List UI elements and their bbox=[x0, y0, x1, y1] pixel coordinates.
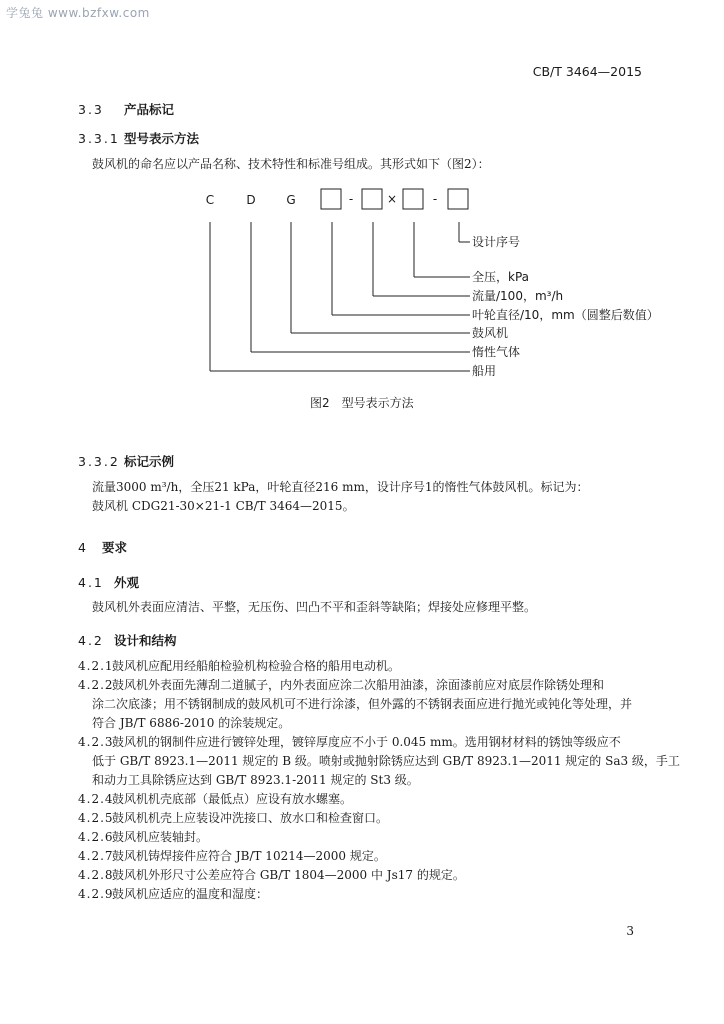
clause-text: 鼓风机机壳上应装设冲洗接口、放水口和检查窗口。 bbox=[112, 811, 389, 825]
label-impeller-diameter: 叶轮直径/10，mm（圆整后数值） bbox=[472, 308, 659, 322]
clause-number: 4.2.3 bbox=[78, 735, 114, 749]
clause-text: 鼓风机应适应的温度和湿度： bbox=[112, 887, 269, 901]
section-number: 3.3.1 bbox=[78, 131, 120, 146]
appearance-paragraph: 鼓风机外表面应清洁、平整，无压伤、凹凸不平和歪斜等缺陷；焊接处应修理平整。 bbox=[92, 600, 537, 614]
label-inert-gas: 惰性气体 bbox=[472, 345, 521, 359]
clause-4-2-2-line-2: 涂二次底漆；用不锈钢制成的鼓风机可不进行涂漆，但外露的不锈钢表面应进行抛光或钝化等处理，并 bbox=[92, 697, 633, 711]
section-title: 外观 bbox=[114, 575, 140, 590]
separator-dash: - bbox=[348, 192, 354, 206]
clause-number: 4.2.7 bbox=[78, 849, 114, 863]
section-4-heading bbox=[78, 538, 127, 556]
section-number: 4 bbox=[78, 540, 88, 555]
clause-4-2-8 bbox=[78, 868, 465, 882]
clause-text: 鼓风机的钢制件应进行镀锌处理，镀锌厚度应不小于 0.045 mm。选用钢材材料的锈蚀等级应不 bbox=[112, 735, 621, 749]
watermark: 学兔兔 www.bzfxw.com bbox=[6, 6, 150, 20]
clause-text: 鼓风机铸焊接件应符合 JB/T 10214—2000 规定。 bbox=[112, 849, 386, 863]
clause-4-2-3-line-3: 和动力工具除锈应达到 GB/T 8923.1-2011 规定的 St3 级。 bbox=[92, 773, 419, 787]
clause-4-2-2 bbox=[78, 678, 604, 692]
clause-4-2-4 bbox=[78, 792, 352, 806]
figure-caption: 图2 型号表示方法 bbox=[310, 396, 414, 410]
clause-text: 鼓风机机壳底部（最低点）应设有放水螺塞。 bbox=[112, 792, 353, 806]
clause-number: 4.2.4 bbox=[78, 792, 114, 806]
section-title: 型号表示方法 bbox=[124, 131, 200, 146]
page-number: 3 bbox=[626, 924, 634, 938]
letter-c: C bbox=[205, 193, 215, 207]
section-3-3-2-heading bbox=[78, 452, 174, 470]
section-title: 要求 bbox=[102, 540, 128, 555]
clause-4-2-2-line-3: 符合 JB/T 6886-2010 的涂装规定。 bbox=[92, 716, 291, 730]
letter-d: D bbox=[246, 193, 256, 207]
section-number: 4.1 bbox=[78, 575, 104, 590]
clause-text: 鼓风机外表面先薄刮二道腻子，内外表面应涂二次船用油漆，涂面漆前应对底层作除锈处理和 bbox=[112, 678, 605, 692]
label-design-sequence: 设计序号 bbox=[472, 235, 521, 249]
section-4-1-heading bbox=[78, 573, 139, 591]
example-line-1: 流量3000 m³/h，全压21 kPa，叶轮直径216 mm，设计序号1的惰性气体鼓风机。标记为： bbox=[92, 480, 589, 494]
section-number: 4.2 bbox=[78, 633, 104, 648]
clause-number: 4.2.1 bbox=[78, 659, 114, 673]
standard-number: CB/T 3464—2015 bbox=[532, 64, 642, 79]
model-designation-diagram bbox=[0, 0, 724, 400]
box-impeller-diameter bbox=[321, 189, 341, 209]
clause-4-2-6 bbox=[78, 830, 208, 844]
clause-number: 4.2.9 bbox=[78, 887, 114, 901]
clause-number: 4.2.2 bbox=[78, 678, 114, 692]
letter-g: G bbox=[286, 193, 296, 207]
intro-paragraph: 鼓风机的命名应以产品名称、技术特性和标准号组成。其形式如下（图2）： bbox=[92, 157, 490, 171]
section-title: 设计和结构 bbox=[114, 633, 177, 648]
box-design-sequence bbox=[448, 189, 468, 209]
clause-number: 4.2.6 bbox=[78, 830, 114, 844]
label-flow: 流量/100，m³/h bbox=[472, 289, 564, 303]
box-flow bbox=[362, 189, 382, 209]
example-line-2: 鼓风机 CDG21-30×21-1 CB/T 3464—2015。 bbox=[92, 499, 355, 513]
label-blower: 鼓风机 bbox=[472, 326, 509, 340]
section-4-2-heading bbox=[78, 631, 177, 649]
section-title: 产品标记 bbox=[124, 102, 175, 117]
clause-text: 鼓风机应装轴封。 bbox=[112, 830, 209, 844]
label-marine: 船用 bbox=[472, 364, 497, 378]
clause-number: 4.2.8 bbox=[78, 868, 114, 882]
clause-number: 4.2.5 bbox=[78, 811, 114, 825]
box-pressure bbox=[403, 189, 423, 209]
section-number: 3.3 bbox=[78, 102, 104, 117]
section-number: 3.3.2 bbox=[78, 454, 120, 469]
clause-4-2-9 bbox=[78, 887, 268, 901]
separator-dash: - bbox=[432, 192, 438, 206]
clause-4-2-5 bbox=[78, 811, 388, 825]
label-total-pressure: 全压，kPa bbox=[472, 270, 530, 284]
section-title: 标记示例 bbox=[124, 454, 175, 469]
clause-4-2-3-line-2: 低于 GB/T 8923.1—2011 规定的 B 级。喷射或抛射除锈应达到 GB/T 8923.1—2011 规定的 Sa3 级，手工 bbox=[92, 754, 680, 768]
clause-text: 鼓风机应配用经船舶检验机构检验合格的船用电动机。 bbox=[112, 659, 401, 673]
separator-times: × bbox=[386, 192, 398, 206]
clause-4-2-1 bbox=[78, 659, 400, 673]
clause-text: 鼓风机外形尺寸公差应符合 GB/T 1804—2000 中 Js17 的规定。 bbox=[112, 868, 465, 882]
clause-4-2-3 bbox=[78, 735, 621, 749]
clause-4-2-7 bbox=[78, 849, 386, 863]
